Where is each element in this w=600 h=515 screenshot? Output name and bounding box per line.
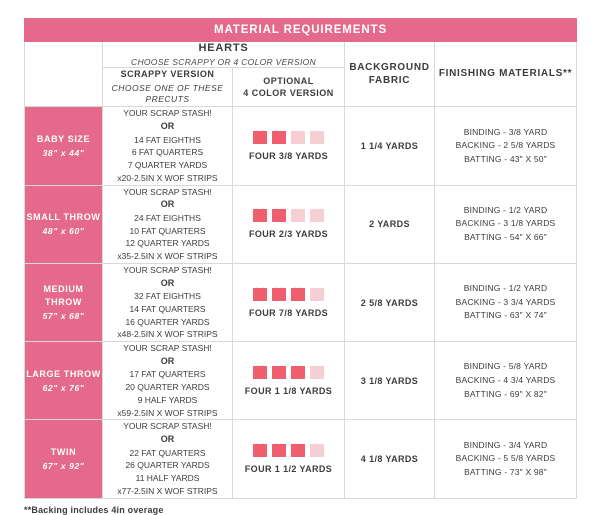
scrappy-option: 11 HALF YARDS — [135, 473, 200, 484]
heart-icon — [291, 209, 305, 222]
scrappy-or: OR — [160, 121, 175, 132]
scrappy-option: 17 FAT QUARTERS — [129, 369, 206, 380]
background-yardage: 4 1/8 YARDS — [345, 420, 435, 498]
scrappy-stash-text: YOUR SCRAP STASH! — [123, 186, 212, 197]
heart-icon — [253, 131, 267, 144]
finishing-cell — [435, 107, 577, 185]
heart-icon — [253, 444, 267, 457]
title-row — [25, 19, 577, 42]
optional-yardage: FOUR 2/3 YARDS — [248, 229, 329, 240]
table-row — [25, 342, 577, 420]
heart-icon — [310, 209, 324, 222]
scrappy-option: 12 QUARTER YARDS — [125, 238, 210, 249]
finishing-line: BINDING - 3/8 YARD — [463, 126, 548, 137]
finishing-line: BINDING - 1/2 YARD — [463, 283, 548, 294]
heart-icon — [291, 131, 305, 144]
background-yardage: 3 1/8 YARDS — [345, 342, 435, 420]
footnote: **Backing includes 4in overage — [24, 504, 164, 515]
optional-cell — [233, 107, 345, 185]
scrappy-option: 24 FAT EIGHTHS — [134, 212, 201, 223]
finishing-line: BINDING - 1/2 YARD — [463, 204, 548, 215]
size-name: BABY SIZE — [36, 133, 91, 144]
page-title: MATERIAL REQUIREMENTS — [25, 19, 577, 42]
table-row — [25, 420, 577, 498]
hearts-header-label: HEARTS — [198, 42, 249, 54]
scrappy-stash-text: YOUR SCRAP STASH! — [123, 343, 212, 354]
corner-blank-cell — [25, 42, 103, 107]
background-yardage: 2 YARDS — [345, 185, 435, 263]
scrappy-or: OR — [160, 277, 175, 288]
finishing-line: BACKING - 4 3/4 YARDS — [455, 374, 556, 385]
table-row — [25, 263, 577, 341]
scrappy-stash-text: YOUR SCRAP STASH! — [123, 108, 212, 119]
optional-cell — [233, 185, 345, 263]
scrappy-option: x48-2.5IN X WOF STRIPS — [117, 329, 218, 340]
heart-icon — [291, 444, 305, 457]
heart-swatch-group — [233, 209, 344, 222]
heart-icon — [272, 366, 286, 379]
finishing-line: BACKING - 2 5/8 YARDS — [455, 140, 556, 151]
scrappy-or: OR — [160, 434, 175, 445]
scrappy-stash-text: YOUR SCRAP STASH! — [123, 421, 212, 432]
finishing-line: BATTING - 43" X 50" — [464, 153, 547, 164]
size-cell — [25, 342, 103, 420]
scrappy-or: OR — [160, 355, 175, 366]
table-row — [25, 107, 577, 185]
heart-icon — [272, 209, 286, 222]
size-name: LARGE THROW — [26, 368, 101, 379]
finishing-cell — [435, 420, 577, 498]
size-cell — [25, 185, 103, 263]
scrappy-option: 7 QUARTER YARDS — [127, 160, 208, 171]
scrappy-option: x20-2.5IN X WOF STRIPS — [117, 172, 218, 183]
heart-icon — [310, 288, 324, 301]
size-cell — [25, 420, 103, 498]
optional-label-line1: OPTIONAL — [263, 75, 314, 86]
finishing-cell — [435, 185, 577, 263]
finishing-line: BATTING - 63" X 74" — [464, 310, 547, 321]
size-dims: 62" x 76" — [42, 382, 85, 393]
optional-cell — [233, 263, 345, 341]
scrappy-option: 26 QUARTER YARDS — [125, 460, 210, 471]
size-dims: 57" x 68" — [42, 310, 85, 321]
scrappy-version-sub: CHOOSE ONE OF THESE PRECUTS — [111, 82, 224, 105]
scrappy-version-header — [103, 68, 233, 107]
size-cell — [25, 107, 103, 185]
heart-swatch-group — [233, 366, 344, 379]
heart-icon — [253, 366, 267, 379]
heart-icon — [291, 366, 305, 379]
heart-swatch-group — [233, 131, 344, 144]
heart-icon — [310, 366, 324, 379]
optional-cell — [233, 342, 345, 420]
optional-version-header — [233, 68, 345, 107]
scrappy-option: 6 FAT QUARTERS — [131, 147, 204, 158]
scrappy-option: 20 QUARTER YARDS — [125, 382, 210, 393]
scrappy-option: 14 FAT QUARTERS — [129, 303, 206, 314]
size-name: TWIN — [50, 446, 77, 457]
finishing-line: BACKING - 3 1/8 YARDS — [455, 218, 556, 229]
size-dims: 48" x 60" — [42, 226, 85, 237]
optional-yardage: FOUR 1 1/2 YARDS — [244, 464, 333, 474]
finishing-line: BINDING - 3/4 YARD — [463, 439, 548, 450]
heart-icon — [310, 131, 324, 144]
hearts-header-cell — [103, 42, 345, 68]
scrappy-option: x35-2.5IN X WOF STRIPS — [117, 251, 218, 262]
hearts-header-sub: CHOOSE SCRAPPY OR 4 COLOR VERSION — [131, 57, 316, 67]
scrappy-version-label: SCRAPPY VERSION — [120, 69, 215, 79]
optional-yardage: FOUR 7/8 YARDS — [248, 307, 329, 318]
finishing-line: BATTING - 69" X 82" — [464, 388, 547, 399]
finishing-line: BACKING - 3 3/4 YARDS — [455, 296, 556, 307]
finishing-line: BATTING - 54" X 66" — [464, 232, 547, 243]
finishing-line: BACKING - 5 5/8 YARDS — [455, 453, 556, 464]
heart-icon — [272, 444, 286, 457]
scrappy-option: x77-2.5IN X WOF STRIPS — [117, 485, 218, 496]
scrappy-option: 16 QUARTER YARDS — [125, 316, 210, 327]
material-requirements-table — [24, 18, 577, 499]
heart-icon — [310, 444, 324, 457]
finishing-line: BINDING - 5/8 YARD — [463, 361, 548, 372]
finishing-materials-header: FINISHING MATERIALS** — [435, 42, 577, 107]
finishing-cell — [435, 342, 577, 420]
scrappy-cell — [103, 107, 233, 185]
scrappy-option: 22 FAT QUARTERS — [129, 447, 206, 458]
header-row-1 — [25, 42, 577, 68]
background-yardage: 1 1/4 YARDS — [345, 107, 435, 185]
scrappy-or: OR — [160, 199, 175, 210]
scrappy-option: 10 FAT QUARTERS — [129, 225, 206, 236]
scrappy-cell — [103, 342, 233, 420]
size-dims: 38" x 44" — [42, 147, 85, 158]
scrappy-stash-text: YOUR SCRAP STASH! — [123, 264, 212, 275]
heart-swatch-group — [233, 288, 344, 301]
background-yardage: 2 5/8 YARDS — [345, 263, 435, 341]
scrappy-option: 9 HALF YARDS — [137, 394, 198, 405]
scrappy-cell — [103, 420, 233, 498]
size-dims: 67" x 92" — [42, 460, 85, 471]
size-name: SMALL THROW — [26, 212, 101, 223]
finishing-line: BATTING - 73" X 98" — [464, 466, 547, 477]
scrappy-cell — [103, 185, 233, 263]
optional-cell — [233, 420, 345, 498]
optional-yardage: FOUR 3/8 YARDS — [248, 151, 329, 161]
scrappy-option: 14 FAT EIGHTHS — [134, 134, 201, 145]
background-fabric-header: BACKGROUND FABRIC — [345, 42, 435, 107]
heart-icon — [272, 288, 286, 301]
heart-swatch-group — [233, 444, 344, 457]
heart-icon — [253, 209, 267, 222]
finishing-cell — [435, 263, 577, 341]
scrappy-option: x59-2.5IN X WOF STRIPS — [117, 407, 218, 418]
heart-icon — [253, 288, 267, 301]
size-cell — [25, 263, 103, 341]
optional-label-line2: 4 COLOR VERSION — [243, 88, 334, 99]
heart-icon — [272, 131, 286, 144]
optional-yardage: FOUR 1 1/8 YARDS — [244, 385, 333, 396]
table-row — [25, 185, 577, 263]
scrappy-option: 32 FAT EIGHTHS — [134, 291, 201, 302]
size-name: MEDIUM THROW — [43, 283, 84, 307]
heart-icon — [291, 288, 305, 301]
scrappy-cell — [103, 263, 233, 341]
